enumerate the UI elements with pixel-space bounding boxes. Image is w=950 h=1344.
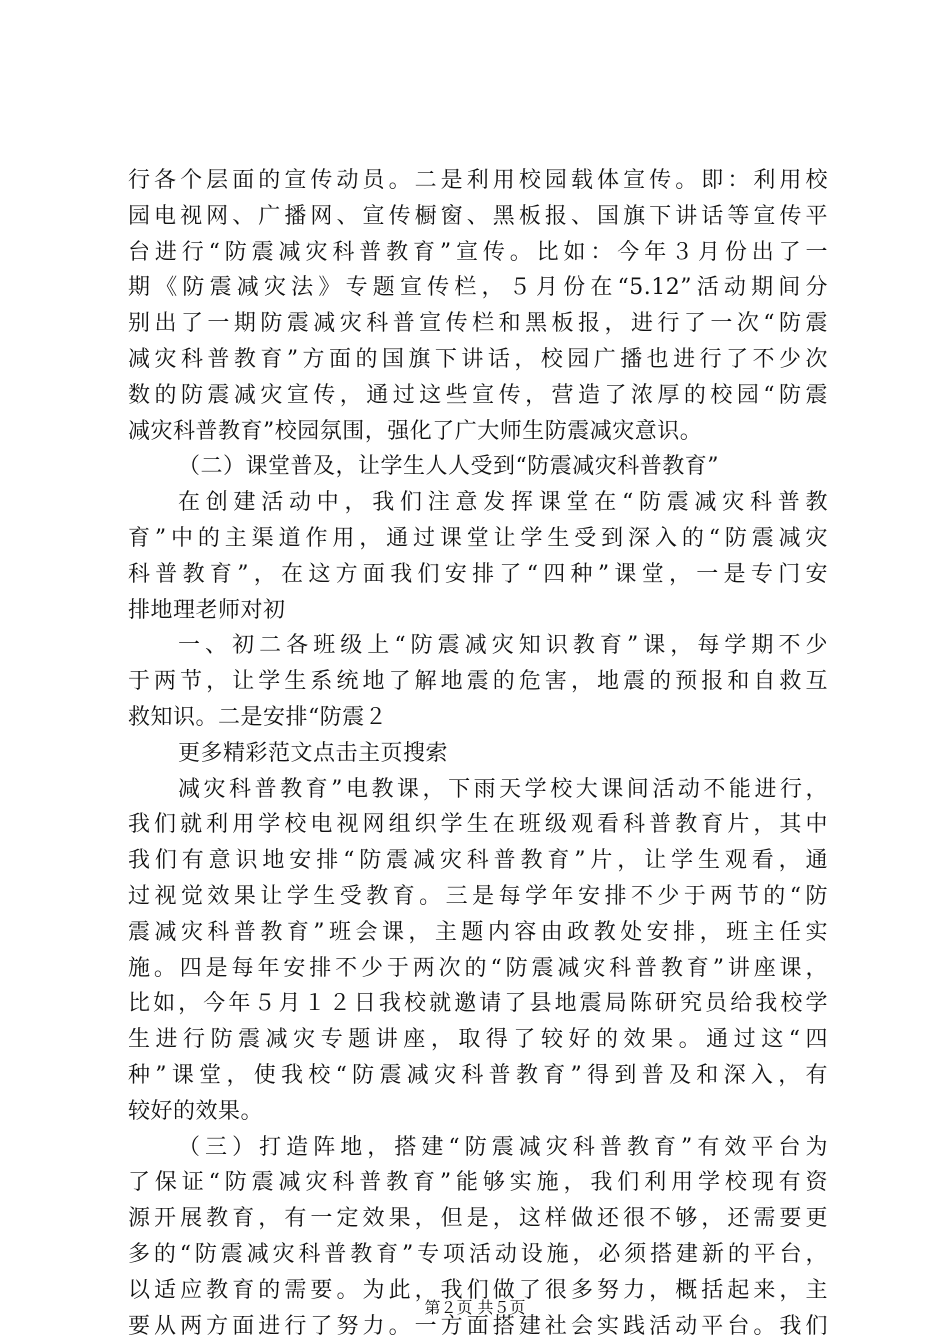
text-line: 于两节，让学生系统地了解地震的危害，地震的预报和自救互 [128,669,828,695]
text-line: 数的防震减灾宣传，通过这些宣传，营造了浓厚的校园“防震 [128,382,828,408]
section-heading: （三）打造阵地，搭建“防震减灾科普教育”有效平台为 [178,1134,828,1160]
text-line: 在创建活动中，我们注意发挥课堂在“防震减灾科普教 [178,490,828,516]
body-text [128,163,828,1344]
text-line: 减灾科普教育”方面的国旗下讲话，校园广播也进行了不少次 [128,346,828,372]
text-line: 减灾科普教育”电教课，下雨天学校大课间活动不能进行， [178,776,828,802]
text-line: 以适应教育的需要。为此，我们做了很多努力，概括起来，主 [128,1277,828,1303]
text-line: 科普教育”，在这方面我们安排了“四种”课堂，一是专门安 [128,561,828,587]
section-heading: （二）课堂普及，让学生人人受到“防震减灾科普教育” [178,454,719,480]
text-line: 园电视网、广播网、宣传橱窗、黑板报、国旗下讲话等宣传平 [128,203,828,229]
text-line: 震减灾科普教育”班会课，主题内容由政教处安排，班主任实 [128,919,828,945]
text-line: 种”课堂，使我校“防震减灾科普教育”得到普及和深入，有 [128,1062,828,1088]
text-line: 救知识。二是安排“防震２ [128,704,388,730]
text-line: 育”中的主渠道作用，通过课堂让学生受到深入的“防震减灾 [128,525,828,551]
text-line: 比如，今年５月１２日我校就邀请了县地震局陈研究员给我校学 [128,991,828,1017]
text-line: 我们就利用学校电视网组织学生在班级观看科普教育片，其中 [128,812,828,838]
text-line: 过视觉效果让学生受教育。三是每学年安排不少于两节的“防 [128,883,828,909]
text-line: 较好的效果。 [128,1098,264,1124]
promo-text: 更多精彩范文点击主页搜索 [178,740,449,766]
page-footer: 第２页 共５页 [424,1298,526,1317]
text-line: 多的“防震减灾科普教育”专项活动设施，必须搭建新的平台， [128,1241,828,1267]
text-line: 行各个层面的宣传动员。二是利用校园载体宣传。即：利用校 [128,168,828,193]
text-line: 源开展教育，有一定效果，但是，这样做还很不够，还需要更 [128,1206,828,1232]
text-line: 了保证“防震减灾科普教育”能够实施，我们利用学校现有资 [128,1170,828,1196]
text-line: 排地理老师对初 [128,597,286,623]
text-line: 一、初二各班级上“防震减灾知识教育”课，每学期不少 [178,633,828,659]
text-line: 我们有意识地安排“防震减灾科普教育”片，让学生观看，通 [128,848,828,874]
text-line: 施。四是每年安排不少于两次的“防震减灾科普教育”讲座课， [128,955,828,981]
text-line: 减灾科普教育”校园氛围，强化了广大师生防震减灾意识。 [128,418,703,444]
text-line: 别出了一期防震减灾科普宣传栏和黑板报，进行了一次“防震 [128,311,828,337]
text-line: 要从两方面进行了努力。一方面搭建社会实践活动平台。我们 [128,1313,828,1339]
text-line: 期《防震减灾法》专题宣传栏，５月份在“5.12”活动期间分 [128,275,828,301]
text-line: 台进行“防震减灾科普教育”宣传。比如：今年３月份出了一 [128,239,828,265]
text-line: 生进行防震减灾专题讲座，取得了较好的效果。通过这“四 [128,1027,828,1053]
